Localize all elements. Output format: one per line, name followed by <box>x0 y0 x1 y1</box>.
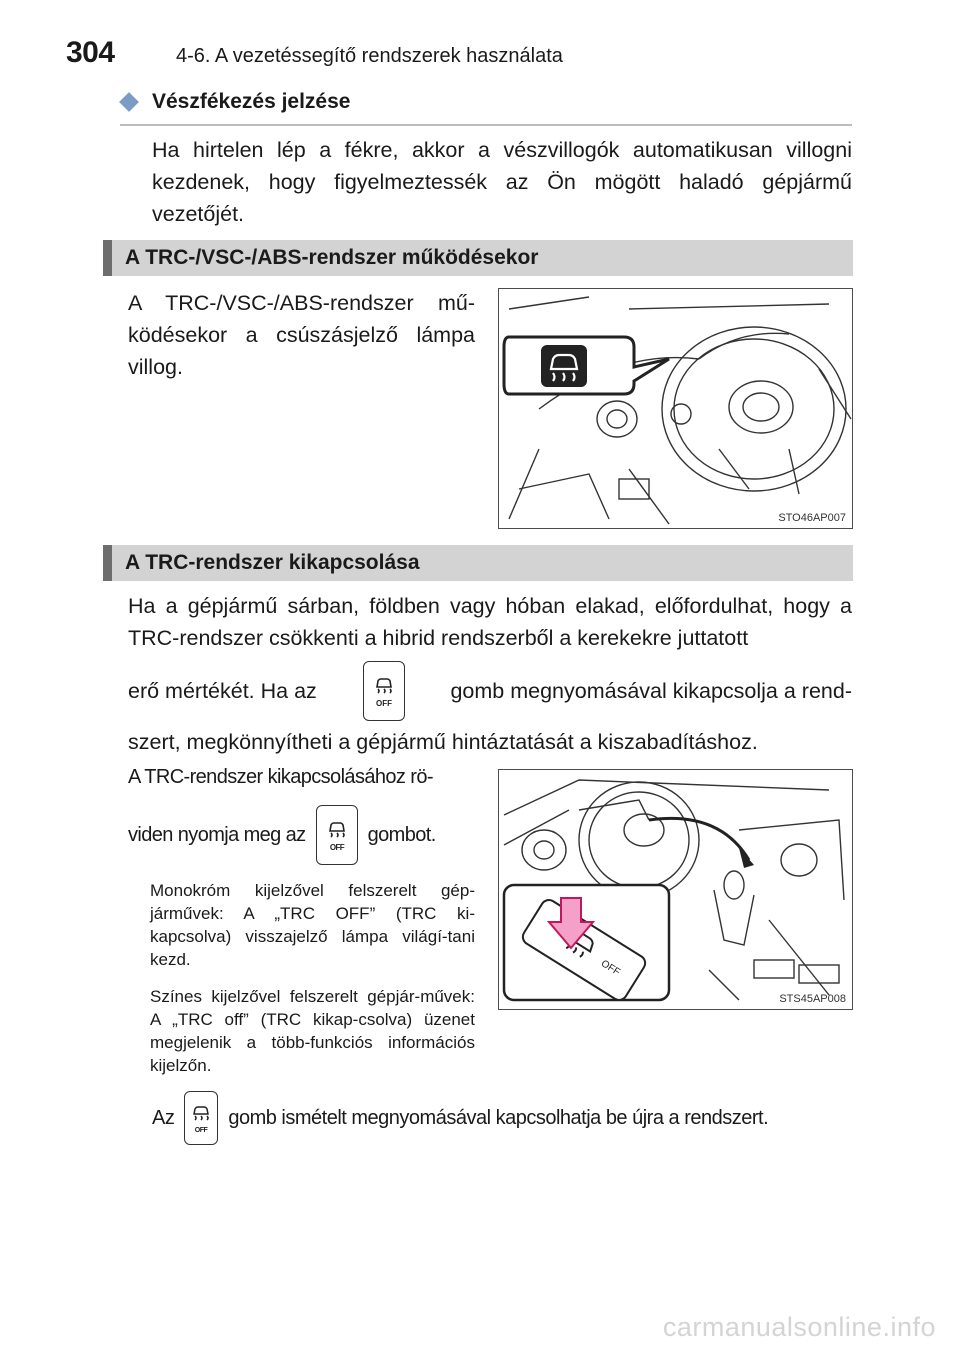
trc-off-text-line <box>128 660 852 722</box>
svg-text:OFF: OFF <box>195 1127 208 1134</box>
text-fragment: erő mértékét. Ha az <box>128 679 317 703</box>
trc-off-text-end: szert, megkönnyítheti a gépjármű hintáztatását a kiszabadításhoz. <box>128 730 758 754</box>
instruction-line-1: A TRC-rendszer kikapcsolásához rö- <box>128 766 433 788</box>
dashboard-slip-indicator-figure <box>498 288 853 529</box>
instruction-line-2 <box>128 804 478 866</box>
running-title: 4-6. A vezetéssegítő rendszerek használata <box>176 45 563 67</box>
text-fragment: gomb ismételt megnyomásával kapcsolhatja be újra a rendszert. <box>228 1106 769 1129</box>
center-console-illustration <box>499 770 852 1009</box>
emergency-brake-text: Ha hirtelen lép a fékre, akkor a vészvillogók automatikusan villogni kezdenek, hogy figyelmeztessék az Ön mögött haladó gépjármű vezetőjét. <box>152 138 852 226</box>
text-fragment: gomb megnyomásával kikapcsolja a rend- <box>450 679 852 703</box>
off-button-label: OFF <box>598 958 622 979</box>
section-edge <box>103 240 112 276</box>
text-fragment: gombot. <box>367 823 436 846</box>
dashboard-illustration <box>499 289 852 528</box>
monochrome-display-note: Monokróm kijelzővel felszerelt gép-járművek: A „TRC OFF” (TRC ki-kapcsolva) visszajelző lámpa világí-tani kezd. <box>150 881 475 969</box>
section-title: A TRC-rendszer kikapcsolása <box>125 551 420 574</box>
trc-operation-text: A TRC-/VSC-/ABS-rendszer mű-ködésekor a csúszásjelző lámpa villog. <box>128 291 475 379</box>
figure-code: STS45AP008 <box>779 993 846 1005</box>
figure-code: STO46AP007 <box>778 512 846 524</box>
trc-off-button-icon <box>363 661 405 721</box>
subsection-heading <box>120 90 852 126</box>
svg-text:OFF: OFF <box>375 699 392 708</box>
section-heading-trc-operation <box>103 240 853 276</box>
section-title: A TRC-/VSC-/ABS-rendszer működésekor <box>125 246 539 269</box>
trc-off-text: Ha a gépjármű sárban, földben vagy hóban elakad, előfordulhat, hogy a TRC-rendszer csökkenti a hibrid rendszerből a kerekekre juttatott <box>128 594 852 650</box>
diamond-bullet-icon <box>119 92 139 112</box>
trc-off-button-icon <box>184 1091 218 1145</box>
section-edge <box>103 545 112 581</box>
re-enable-line <box>152 1090 852 1146</box>
color-display-note: Színes kijelzővel felszerelt gépjár-művek: A „TRC off” (TRC kikap-csolva) üzenet megjelenik a több-funkciós információs kijelzőn. <box>150 987 475 1075</box>
page-number: 304 <box>66 36 115 69</box>
subsection-title: Vészfékezés jelzése <box>152 90 351 113</box>
watermark: carmanualsonline.info <box>662 1312 936 1342</box>
trc-off-button-icon <box>316 805 358 865</box>
section-heading-trc-off <box>103 545 853 581</box>
trc-off-switch-figure <box>498 769 853 1010</box>
svg-text:OFF: OFF <box>329 843 344 852</box>
text-fragment: Az <box>152 1106 175 1129</box>
text-fragment: viden nyomja meg az <box>128 823 306 846</box>
